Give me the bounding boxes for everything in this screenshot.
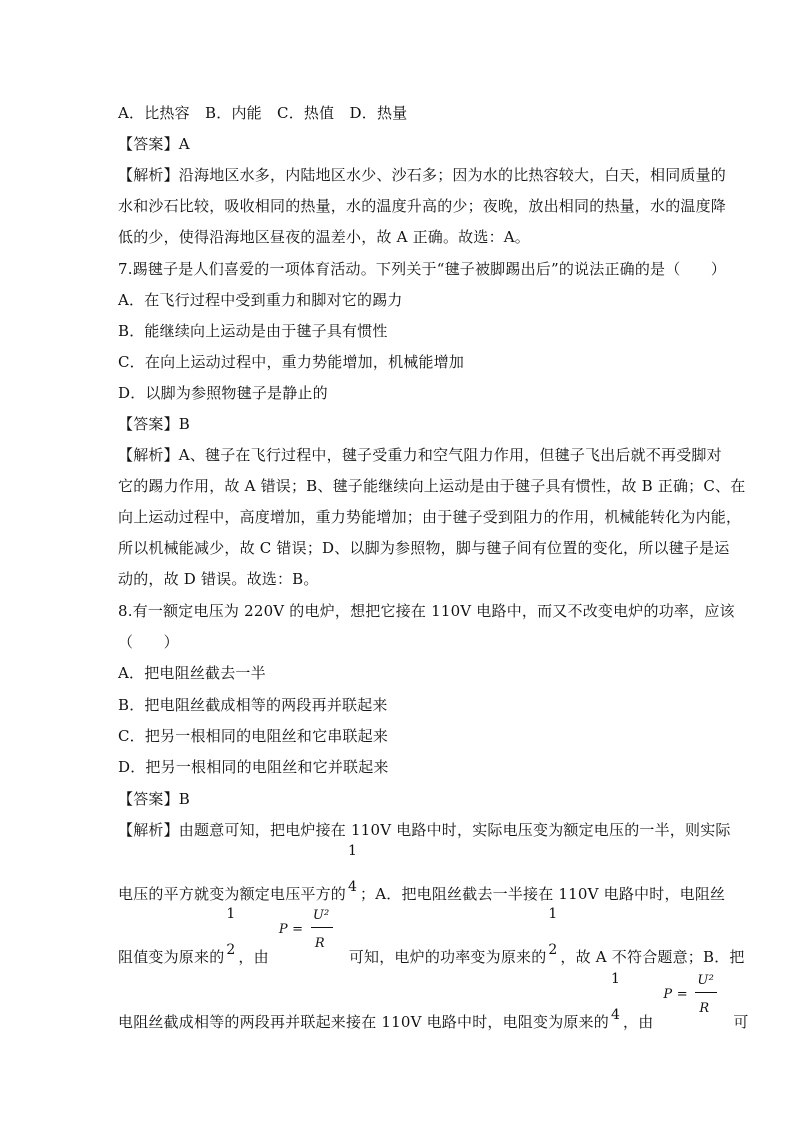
- q8-option-c: C．把另一根相同的电阻丝和它串联起来: [118, 727, 389, 745]
- fraction-half-2: [546, 906, 560, 962]
- q8-option-d: D．把另一根相同的电阻丝和它并联起来: [118, 758, 389, 776]
- q7-explanation-line-4: 所以机械能减少，故 C 错误；D、以脚为参照物，脚与毽子间有位置的变化，所以毽子是运: [118, 539, 730, 557]
- fraction-half-num: 1: [226, 906, 236, 922]
- formula-2-u-squared: U²: [697, 973, 714, 988]
- q6-explanation-line-1: 【解析】沿海地区水多，内陆地区水少、沙石多；因为水的比热容较大，白天，相同质量的: [118, 166, 727, 184]
- formula-2-fraction-bar: [695, 992, 717, 993]
- fraction-quarter-2: [609, 971, 623, 1027]
- fraction-half-den: 2: [226, 942, 236, 958]
- q8-stem-line-2: （ ）: [118, 633, 179, 651]
- formula-u-squared: U²: [312, 908, 330, 923]
- q8-stem-line-1: 8.有一额定电压为 220V 的电炉，想把它接在 110V 电路中，而又不改变电炉的功率，应该: [118, 602, 735, 620]
- q8-exp3-text-d: ，故 A 不符合题意；B．把: [560, 948, 745, 966]
- q8-explanation-line-3: [118, 906, 745, 967]
- formula-p: P =: [278, 922, 304, 937]
- q8-explanation-line-4: [118, 971, 749, 1032]
- q8-option-a: A．把电阻丝截去一半: [118, 664, 266, 682]
- fraction-quarter: [346, 843, 360, 899]
- q7-option-a: A．在飞行过程中受到重力和脚对它的踢力: [118, 291, 403, 309]
- q7-explanation-line-2: 它的踢力作用，故 A 错误；B、毽子能继续向上运动是由于毽子具有惯性，故 B 正确；C、在: [118, 477, 746, 495]
- q8-answer: 【答案】B: [118, 790, 191, 808]
- q8-explanation-line-1: 【解析】由题意可知，把电炉接在 110V 电路中时，实际电压变为额定电压的一半，则实际: [118, 821, 731, 839]
- q6-explanation-line-2: 水和沙石比较，吸收相同的热量，水的温度升高的少；夜晚，放出相同的热量，水的温度降: [118, 197, 727, 215]
- formula-2-r: R: [699, 1001, 710, 1016]
- fraction-half-2-num: 1: [548, 906, 558, 922]
- fraction-half-2-den: 2: [548, 942, 558, 958]
- q8-explanation-line-2: [118, 843, 726, 904]
- q8-exp2-text-b: ；A．把电阻丝截去一半接在 110V 电路中时，电阻丝: [360, 885, 726, 903]
- q8-exp3-text-c: 可知，电炉的功率变为原来的: [348, 948, 547, 966]
- q8-exp4-text-b: ，由: [623, 1013, 654, 1031]
- fraction-quarter-num: 1: [348, 843, 358, 859]
- fraction-quarter-den: 4: [348, 879, 358, 895]
- q7-stem: 7.踢毽子是人们喜爱的一项体育活动。下列关于“毽子被脚踢出后”的说法正确的是（ ）: [118, 260, 727, 278]
- q6-answer: 【答案】A: [118, 135, 190, 153]
- fraction-quarter-2-den: 4: [611, 1007, 621, 1023]
- q6-options: A．比热容 B．内能 C．热值 D．热量: [118, 104, 408, 122]
- q8-exp4-text-c: 可: [733, 1013, 749, 1031]
- power-formula-2: [653, 973, 733, 1027]
- q8-exp4-text-a: 电阻丝截成相等的两段再并联起来接在 110V 电路中时，电阻变为原来的: [118, 1013, 610, 1031]
- q8-exp3-text-a: 阻值变为原来的: [118, 948, 225, 966]
- q8-option-b: B．把电阻丝截成相等的两段再并联起来: [118, 696, 388, 714]
- q7-option-b: B．能继续向上运动是由于毽子具有惯性: [118, 322, 388, 340]
- formula-fraction-bar: [311, 927, 333, 928]
- formula-r: R: [314, 936, 325, 951]
- q6-explanation-line-3: 低的少，使得沿海地区昼夜的温差小，故 A 正确。故选：A。: [118, 228, 531, 246]
- q7-option-d: D．以脚为参照物毽子是静止的: [118, 384, 328, 402]
- q8-exp2-text-a: 电压的平方就变为额定电压平方的: [118, 885, 347, 903]
- q7-explanation-line-5: 动的，故 D 错误。故选：B。: [118, 570, 319, 588]
- fraction-quarter-2-num: 1: [611, 971, 621, 987]
- q7-explanation-line-3: 向上运动过程中，高度增加，重力势能增加；由于毽子受到阻力的作用，机械能转化为内能，: [118, 508, 742, 526]
- power-formula: [269, 908, 349, 962]
- fraction-half: [224, 906, 238, 962]
- q8-exp3-text-b: ，由: [238, 948, 269, 966]
- formula-2-p: P =: [663, 987, 688, 1002]
- q7-answer: 【答案】B: [118, 415, 191, 433]
- q7-explanation-line-1: 【解析】A、毽子在飞行过程中，毽子受重力和空气阻力作用，但毽子飞出后就不再受脚对: [118, 446, 722, 464]
- q7-option-c: C．在向上运动过程中，重力势能增加，机械能增加: [118, 353, 465, 371]
